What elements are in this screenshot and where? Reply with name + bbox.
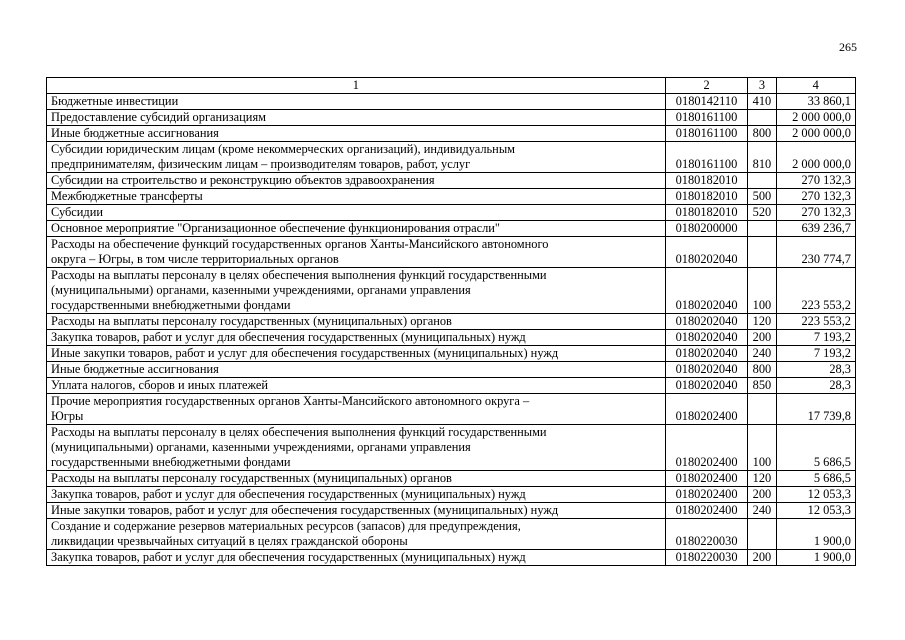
row-name-text: Расходы на выплаты персоналу в целях обеспечения выполнения функций государственными (муниципальными) органами, казенными учреждениями, органами управления государственными внебюджетными фондами <box>51 268 547 312</box>
row-code-cell: 0180182010 <box>665 205 748 221</box>
row-type-cell <box>748 110 776 126</box>
row-name-text: Субсидии <box>51 205 103 219</box>
header-col-4: 4 <box>776 78 855 94</box>
row-amount-cell: 1 900,0 <box>776 550 855 566</box>
row-code-cell: 0180142110 <box>665 94 748 110</box>
row-name-cell <box>47 471 666 487</box>
row-type-cell: 410 <box>748 94 776 110</box>
row-code-cell: 0180202040 <box>665 346 748 362</box>
row-name-cell <box>47 519 666 550</box>
row-name-text: Создание и содержание резервов материальных ресурсов (запасов) для предупреждения, ликвидации чрезвычайных ситуаций в целях гражданской обороны <box>51 519 521 548</box>
table-header-row <box>47 78 856 94</box>
row-amount-cell: 2 000 000,0 <box>776 110 855 126</box>
table-row <box>47 314 856 330</box>
row-code-cell: 0180220030 <box>665 550 748 566</box>
row-amount-cell: 223 553,2 <box>776 268 855 314</box>
row-name-cell <box>47 237 666 268</box>
row-type-cell: 100 <box>748 425 776 471</box>
row-name-cell <box>47 94 666 110</box>
row-name-cell <box>47 173 666 189</box>
row-name-cell <box>47 362 666 378</box>
row-name-cell <box>47 221 666 237</box>
table-row <box>47 205 856 221</box>
row-amount-cell: 7 193,2 <box>776 330 855 346</box>
row-code-cell: 0180202400 <box>665 425 748 471</box>
table-row <box>47 394 856 425</box>
row-type-cell: 200 <box>748 330 776 346</box>
page-number: 265 <box>839 40 857 54</box>
row-amount-cell: 270 132,3 <box>776 189 855 205</box>
row-amount-cell: 639 236,7 <box>776 221 855 237</box>
row-code-cell: 0180202400 <box>665 487 748 503</box>
row-code-cell: 0180202040 <box>665 362 748 378</box>
budget-table <box>46 77 856 566</box>
table-row <box>47 189 856 205</box>
row-name-text: Основное мероприятие "Организационное обеспечение функционирования отрасли" <box>51 221 500 235</box>
table-row <box>47 330 856 346</box>
header-col-1: 1 <box>47 78 666 94</box>
row-type-cell: 100 <box>748 268 776 314</box>
table-row <box>47 110 856 126</box>
row-amount-cell: 2 000 000,0 <box>776 126 855 142</box>
row-type-cell: 500 <box>748 189 776 205</box>
row-name-text: Уплата налогов, сборов и иных платежей <box>51 378 269 392</box>
row-code-cell: 0180202040 <box>665 378 748 394</box>
row-type-cell: 850 <box>748 378 776 394</box>
row-type-cell: 200 <box>748 487 776 503</box>
table-row <box>47 550 856 566</box>
table-row <box>47 142 856 173</box>
row-name-text: Закупка товаров, работ и услуг для обеспечения государственных (муниципальных) нужд <box>51 330 526 344</box>
row-code-cell: 0180161100 <box>665 142 748 173</box>
row-amount-cell: 12 053,3 <box>776 487 855 503</box>
row-name-cell <box>47 425 666 471</box>
row-name-text: Предоставление субсидий организациям <box>51 110 266 124</box>
table-row <box>47 487 856 503</box>
row-amount-cell: 17 739,8 <box>776 394 855 425</box>
row-code-cell: 0180202040 <box>665 237 748 268</box>
row-code-cell: 0180220030 <box>665 519 748 550</box>
row-amount-cell: 7 193,2 <box>776 346 855 362</box>
table-row <box>47 378 856 394</box>
row-amount-cell: 270 132,3 <box>776 173 855 189</box>
row-code-cell: 0180182010 <box>665 173 748 189</box>
table-row <box>47 471 856 487</box>
row-type-cell: 240 <box>748 503 776 519</box>
row-name-text: Иные закупки товаров, работ и услуг для обеспечения государственных (муниципальных) нужд <box>51 503 559 517</box>
table-row <box>47 221 856 237</box>
row-name-text: Межбюджетные трансферты <box>51 189 203 203</box>
row-amount-cell: 223 553,2 <box>776 314 855 330</box>
row-name-text: Бюджетные инвестиции <box>51 94 179 108</box>
row-type-cell: 800 <box>748 362 776 378</box>
table-row <box>47 237 856 268</box>
table-row <box>47 94 856 110</box>
row-code-cell: 0180161100 <box>665 126 748 142</box>
table-row <box>47 519 856 550</box>
row-amount-cell: 5 686,5 <box>776 471 855 487</box>
table-row <box>47 126 856 142</box>
row-code-cell: 0180161100 <box>665 110 748 126</box>
row-type-cell <box>748 394 776 425</box>
row-name-cell <box>47 487 666 503</box>
row-type-cell <box>748 519 776 550</box>
row-name-text: Субсидии юридическим лицам (кроме некоммерческих организаций), индивидуальным предпринимателям, физическим лицам – производителям товаров, работ, услуг <box>51 142 515 171</box>
row-type-cell <box>748 237 776 268</box>
row-name-text: Расходы на выплаты персоналу государственных (муниципальных) органов <box>51 314 452 328</box>
row-name-cell <box>47 314 666 330</box>
table-row <box>47 503 856 519</box>
row-amount-cell: 2 000 000,0 <box>776 142 855 173</box>
row-amount-cell: 270 132,3 <box>776 205 855 221</box>
table-row <box>47 346 856 362</box>
row-amount-cell: 12 053,3 <box>776 503 855 519</box>
row-amount-cell: 28,3 <box>776 378 855 394</box>
row-name-cell <box>47 346 666 362</box>
table-row <box>47 173 856 189</box>
row-name-text: Субсидии на строительство и реконструкцию объектов здравоохранения <box>51 173 435 187</box>
row-name-text: Прочие мероприятия государственных органов Ханты-Мансийского автономного округа – Югры <box>51 394 530 423</box>
row-name-text: Закупка товаров, работ и услуг для обеспечения государственных (муниципальных) нужд <box>51 550 526 564</box>
row-name-text: Закупка товаров, работ и услуг для обеспечения государственных (муниципальных) нужд <box>51 487 526 501</box>
row-code-cell: 0180202400 <box>665 394 748 425</box>
row-name-cell <box>47 110 666 126</box>
row-type-cell: 120 <box>748 314 776 330</box>
row-type-cell: 520 <box>748 205 776 221</box>
row-name-text: Расходы на выплаты персоналу государственных (муниципальных) органов <box>51 471 452 485</box>
row-type-cell <box>748 173 776 189</box>
row-name-cell <box>47 330 666 346</box>
row-name-cell <box>47 503 666 519</box>
row-name-text: Иные бюджетные ассигнования <box>51 362 219 376</box>
row-code-cell: 0180202040 <box>665 330 748 346</box>
header-col-2: 2 <box>665 78 748 94</box>
row-code-cell: 0180202400 <box>665 503 748 519</box>
row-amount-cell: 5 686,5 <box>776 425 855 471</box>
row-name-cell <box>47 189 666 205</box>
row-name-text: Расходы на обеспечение функций государственных органов Ханты-Мансийского автономного округа – Югры, в том числе территориальных органов <box>51 237 549 266</box>
row-name-cell <box>47 268 666 314</box>
row-code-cell: 0180202040 <box>665 268 748 314</box>
header-col-3: 3 <box>748 78 776 94</box>
row-code-cell: 0180202040 <box>665 314 748 330</box>
row-amount-cell: 33 860,1 <box>776 94 855 110</box>
row-type-cell: 120 <box>748 471 776 487</box>
row-name-cell <box>47 126 666 142</box>
table-row <box>47 425 856 471</box>
row-amount-cell: 1 900,0 <box>776 519 855 550</box>
row-code-cell: 0180200000 <box>665 221 748 237</box>
row-amount-cell: 230 774,7 <box>776 237 855 268</box>
row-name-cell <box>47 378 666 394</box>
row-name-cell <box>47 550 666 566</box>
row-name-text: Расходы на выплаты персоналу в целях обеспечения выполнения функций государственными (муниципальными) органами, казенными учреждениями, органами управления государственными внебюджетными фондами <box>51 425 547 469</box>
row-type-cell: 800 <box>748 126 776 142</box>
row-name-cell <box>47 205 666 221</box>
row-code-cell: 0180182010 <box>665 189 748 205</box>
row-code-cell: 0180202400 <box>665 471 748 487</box>
row-type-cell: 810 <box>748 142 776 173</box>
row-name-text: Иные закупки товаров, работ и услуг для обеспечения государственных (муниципальных) нужд <box>51 346 559 360</box>
row-type-cell <box>748 221 776 237</box>
row-name-text: Иные бюджетные ассигнования <box>51 126 219 140</box>
row-type-cell: 200 <box>748 550 776 566</box>
table-row <box>47 268 856 314</box>
row-name-cell <box>47 394 666 425</box>
row-type-cell: 240 <box>748 346 776 362</box>
row-name-cell <box>47 142 666 173</box>
table-row <box>47 362 856 378</box>
row-amount-cell: 28,3 <box>776 362 855 378</box>
